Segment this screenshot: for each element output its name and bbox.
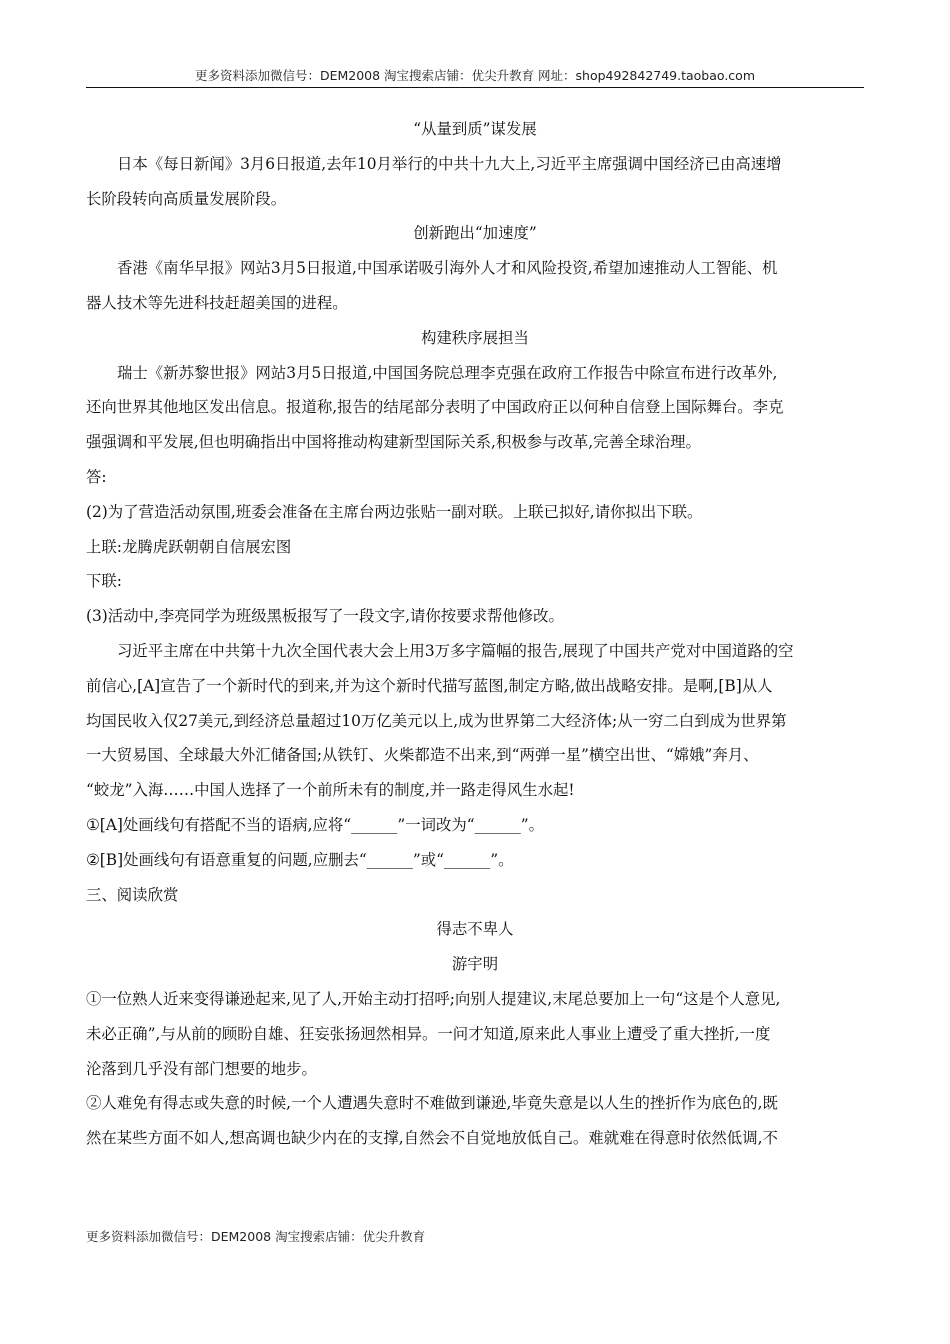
answer-label: 答: xyxy=(86,467,107,486)
paragraph-line: 均国民收入仅27美元,到经济总量超过10万亿美元以上,成为世界第二大经济体;从一穷二白到成为世界第 xyxy=(86,711,787,730)
paragraph-line: ②人难免有得志或失意的时候,一个人遭遇失意时不难做到谦逊,毕竟失意是以人生的挫折作为底色的,既 xyxy=(86,1094,778,1113)
page-header: 更多资料添加微信号：DEM2008 淘宝搜索店铺：优尖升教育 网址：shop492842749.taobao.com xyxy=(194,68,756,83)
paragraph-line: 沦落到几乎没有部门想要的地步。 xyxy=(86,1059,317,1078)
paragraph-line: 一大贸易国、全球最大外汇储备国;从铁钉、火柴都造不出来,到“两弹一星”横空出世、“嫦娥”奔月、 xyxy=(86,746,759,765)
section-heading: 创新跑出“加速度” xyxy=(413,224,537,243)
header-divider xyxy=(86,87,864,88)
paragraph-line: 前信心,[A]宣告了一个新时代的到来,并为这个新时代描写蓝图,制定方略,做出战略安排。是啊,[B]从人 xyxy=(86,676,773,695)
section-heading: 构建秩序展担当 xyxy=(421,328,529,347)
document-body xyxy=(86,112,864,1156)
section-heading: “从量到质”谋发展 xyxy=(413,120,537,138)
sub-question: ②[B]处画线句有语意重复的问题,应删去“______”或“______”。 xyxy=(86,850,514,869)
paragraph-line: 然在某些方面不如人,想高调也缺少内在的支撑,自然会不自觉地放低自己。难就难在得意时依然低调,不 xyxy=(86,1129,778,1148)
page-footer: 更多资料添加微信号：DEM2008 淘宝搜索店铺：优尖升教育 xyxy=(86,1229,426,1244)
paragraph-line: “蛟龙”入海……中国人选择了一个前所未有的制度,并一路走得风生水起! xyxy=(86,781,575,800)
paragraph-line: 瑞士《新苏黎世报》网站3月5日报道,中国国务院总理李克强在政府工作报告中除宣布进行改革外, xyxy=(117,363,778,382)
section-title: 三、阅读欣赏 xyxy=(86,885,179,904)
paragraph-line: 强强调和平发展,但也明确指出中国将推动构建新型国际关系,积极参与改革,完善全球治理。 xyxy=(86,433,701,452)
sub-question: ①[A]处画线句有搭配不当的语病,应将“______”一词改为“______”。 xyxy=(86,815,545,834)
paragraph-line: 长阶段转向高质量发展阶段。 xyxy=(86,189,287,208)
question-text: (2)为了营造活动氛围,班委会准备在主席台两边张贴一副对联。上联已拟好,请你拟出下联。 xyxy=(86,502,703,521)
paragraph-line: 还向世界其他地区发出信息。报道称,报告的结尾部分表明了中国政府正以何种自信登上国际舞台。李克 xyxy=(86,398,784,417)
article-title: 得志不卑人 xyxy=(436,920,514,939)
paragraph-line: ①一位熟人近来变得谦逊起来,见了人,开始主动打招呼;向别人提建议,末尾总要加上一句“这是个人意见, xyxy=(86,989,781,1008)
paragraph-line: 习近平主席在中共第十九次全国代表大会上用3万多字篇幅的报告,展现了中国共产党对中国道路的空 xyxy=(117,641,794,660)
couplet-lower: 下联: xyxy=(86,572,122,591)
paragraph-line: 日本《每日新闻》3月6日报道,去年10月举行的中共十九大上,习近平主席强调中国经济已由高速增 xyxy=(117,154,782,173)
paragraph-line: 香港《南华早报》网站3月5日报道,中国承诺吸引海外人才和风险投资,希望加速推动人工智能、机 xyxy=(117,259,778,278)
article-author: 游宇明 xyxy=(451,955,499,974)
paragraph-line: 未必正确”,与从前的顾盼自雄、狂妄张扬迥然相异。一问才知道,原来此人事业上遭受了重大挫折,一度 xyxy=(86,1024,771,1043)
couplet-upper: 上联:龙腾虎跃朝朝自信展宏图 xyxy=(86,537,292,556)
question-text: (3)活动中,李亮同学为班级黑板报写了一段文字,请你按要求帮他修改。 xyxy=(86,607,564,626)
paragraph-line: 器人技术等先进科技赶超美国的进程。 xyxy=(86,293,348,312)
